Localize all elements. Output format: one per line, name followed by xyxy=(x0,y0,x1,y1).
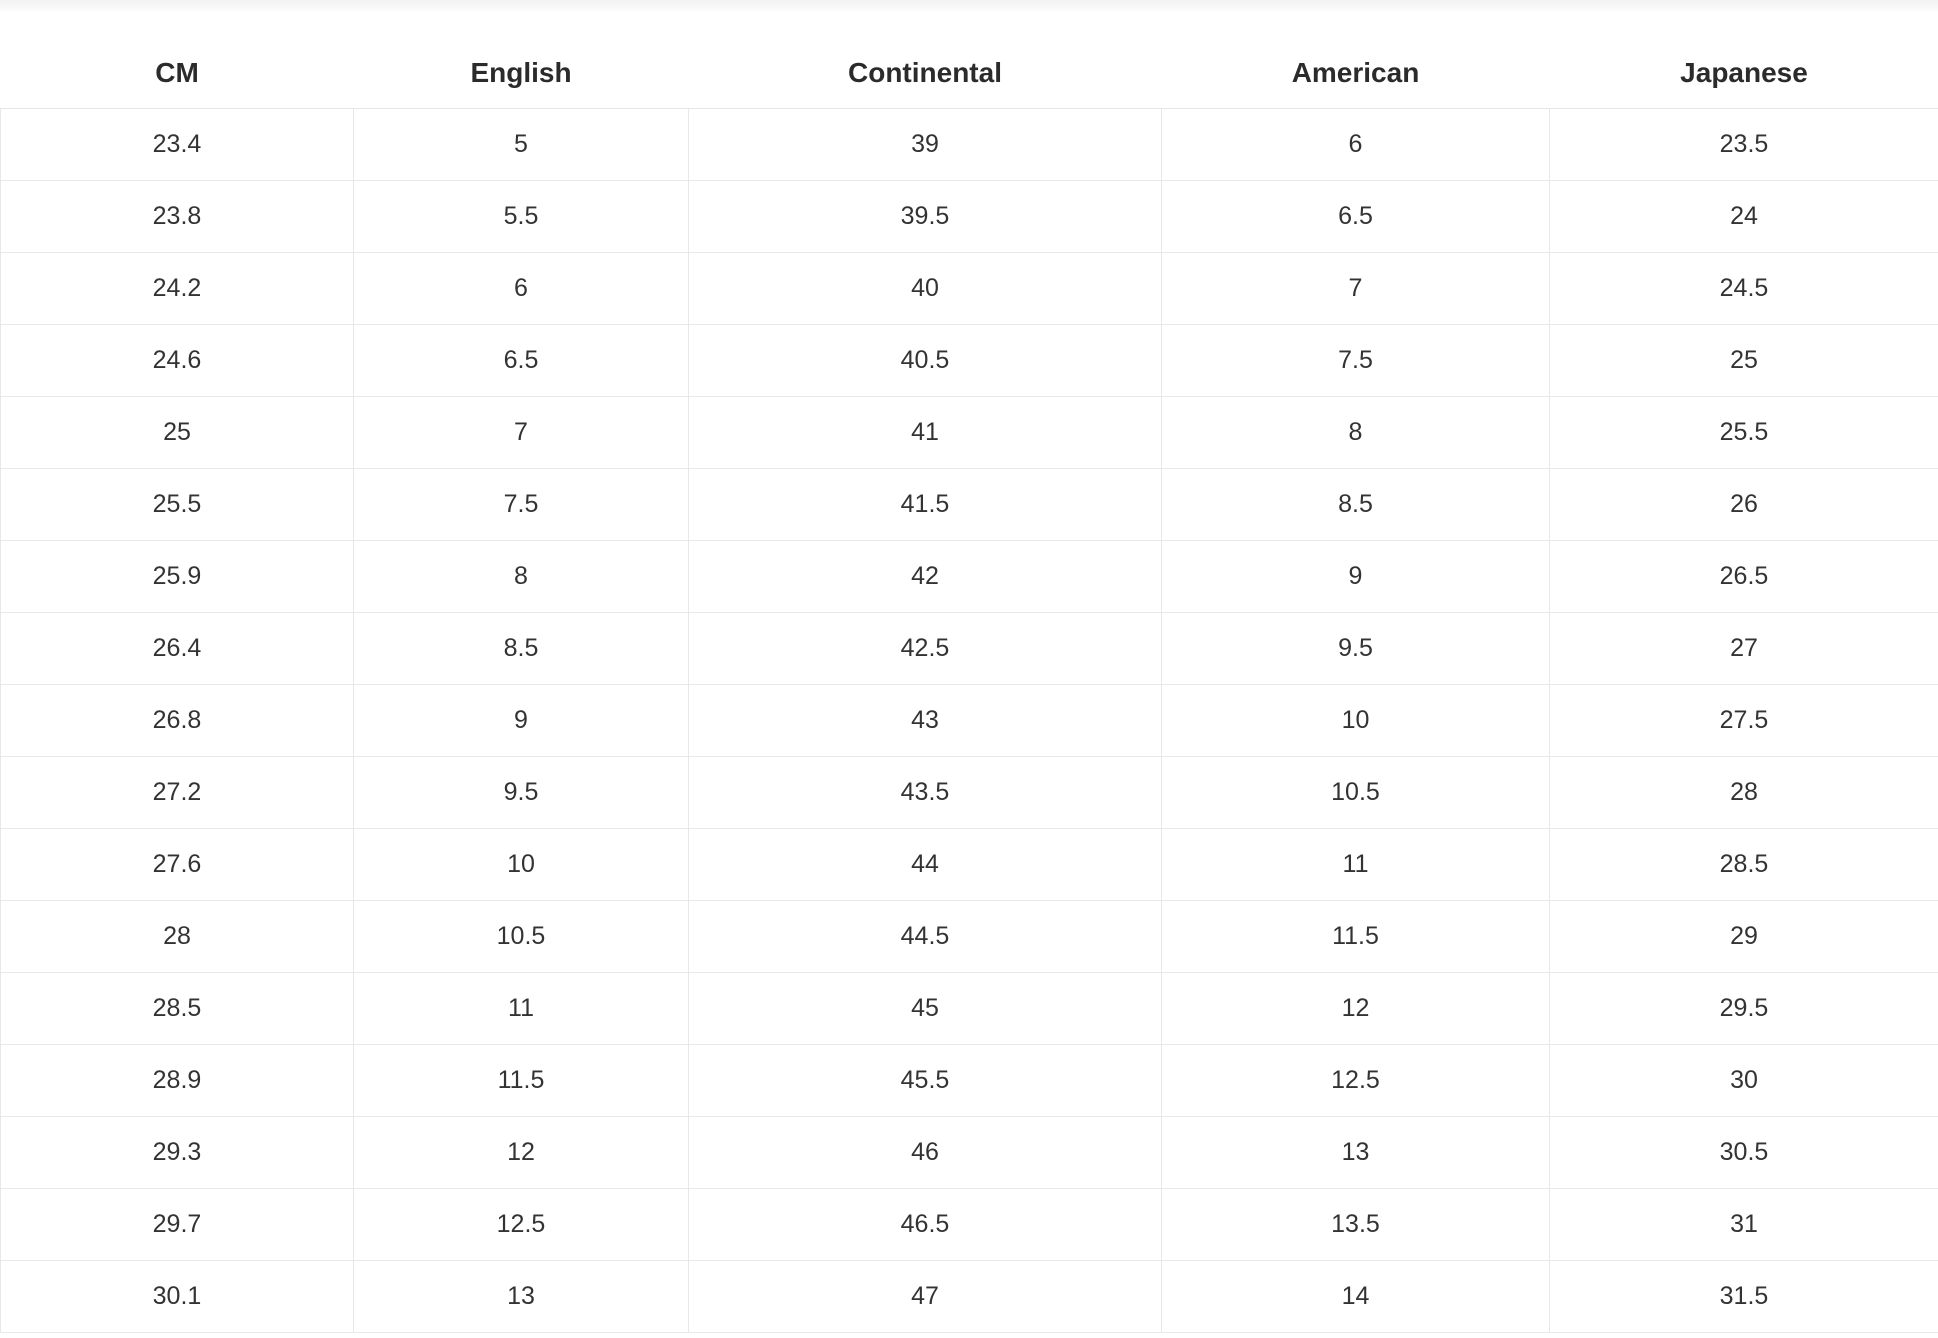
cell-english: 13 xyxy=(354,1261,689,1333)
cell-continental: 44.5 xyxy=(689,901,1162,973)
cell-american: 8.5 xyxy=(1162,469,1550,541)
cell-cm: 27.2 xyxy=(1,757,354,829)
column-header-continental: Continental xyxy=(689,38,1162,109)
cell-cm: 29.7 xyxy=(1,1189,354,1261)
table-row xyxy=(1,1261,1938,1333)
cell-english: 12.5 xyxy=(354,1189,689,1261)
cell-american: 6.5 xyxy=(1162,181,1550,253)
cell-american: 8 xyxy=(1162,397,1550,469)
cell-continental: 39.5 xyxy=(689,181,1162,253)
cell-continental: 45.5 xyxy=(689,1045,1162,1117)
cell-japanese: 28 xyxy=(1550,757,1938,829)
table-row xyxy=(1,181,1938,253)
table-row xyxy=(1,613,1938,685)
cell-american: 12 xyxy=(1162,973,1550,1045)
cell-american: 10 xyxy=(1162,685,1550,757)
table-row xyxy=(1,901,1938,973)
table-row xyxy=(1,1189,1938,1261)
cell-american: 11 xyxy=(1162,829,1550,901)
cell-english: 11.5 xyxy=(354,1045,689,1117)
cell-japanese: 26.5 xyxy=(1550,541,1938,613)
cell-american: 12.5 xyxy=(1162,1045,1550,1117)
cell-continental: 41 xyxy=(689,397,1162,469)
cell-continental: 39 xyxy=(689,109,1162,181)
cell-cm: 24.2 xyxy=(1,253,354,325)
cell-american: 11.5 xyxy=(1162,901,1550,973)
table-row xyxy=(1,469,1938,541)
cell-japanese: 30.5 xyxy=(1550,1117,1938,1189)
cell-continental: 43 xyxy=(689,685,1162,757)
table-row xyxy=(1,757,1938,829)
cell-japanese: 28.5 xyxy=(1550,829,1938,901)
cell-continental: 46.5 xyxy=(689,1189,1162,1261)
cell-american: 6 xyxy=(1162,109,1550,181)
cell-continental: 40.5 xyxy=(689,325,1162,397)
table-row xyxy=(1,541,1938,613)
column-header-japanese: Japanese xyxy=(1550,38,1938,109)
cell-english: 6.5 xyxy=(354,325,689,397)
cell-english: 9 xyxy=(354,685,689,757)
cell-english: 5 xyxy=(354,109,689,181)
cell-japanese: 25.5 xyxy=(1550,397,1938,469)
cell-continental: 43.5 xyxy=(689,757,1162,829)
cell-english: 9.5 xyxy=(354,757,689,829)
cell-japanese: 24 xyxy=(1550,181,1938,253)
cell-english: 12 xyxy=(354,1117,689,1189)
cell-japanese: 29 xyxy=(1550,901,1938,973)
table-body xyxy=(1,109,1938,1333)
cell-japanese: 30 xyxy=(1550,1045,1938,1117)
table-row xyxy=(1,1045,1938,1117)
cell-cm: 28.5 xyxy=(1,973,354,1045)
cell-japanese: 31 xyxy=(1550,1189,1938,1261)
cell-cm: 26.8 xyxy=(1,685,354,757)
cell-english: 8 xyxy=(354,541,689,613)
cell-american: 7.5 xyxy=(1162,325,1550,397)
cell-continental: 40 xyxy=(689,253,1162,325)
cell-american: 14 xyxy=(1162,1261,1550,1333)
cell-english: 5.5 xyxy=(354,181,689,253)
table-row xyxy=(1,325,1938,397)
column-header-english: English xyxy=(354,38,689,109)
cell-cm: 28.9 xyxy=(1,1045,354,1117)
cell-american: 13 xyxy=(1162,1117,1550,1189)
cell-english: 7.5 xyxy=(354,469,689,541)
cell-japanese: 26 xyxy=(1550,469,1938,541)
size-conversion-table xyxy=(0,38,1938,1333)
cell-continental: 46 xyxy=(689,1117,1162,1189)
cell-japanese: 25 xyxy=(1550,325,1938,397)
cell-continental: 42.5 xyxy=(689,613,1162,685)
table-row xyxy=(1,109,1938,181)
table-row xyxy=(1,253,1938,325)
cell-japanese: 23.5 xyxy=(1550,109,1938,181)
cell-cm: 26.4 xyxy=(1,613,354,685)
cell-cm: 25.5 xyxy=(1,469,354,541)
cell-japanese: 27.5 xyxy=(1550,685,1938,757)
cell-cm: 29.3 xyxy=(1,1117,354,1189)
table-row xyxy=(1,829,1938,901)
cell-continental: 47 xyxy=(689,1261,1162,1333)
cell-english: 6 xyxy=(354,253,689,325)
cell-japanese: 29.5 xyxy=(1550,973,1938,1045)
cell-cm: 23.8 xyxy=(1,181,354,253)
cell-english: 10 xyxy=(354,829,689,901)
cell-english: 10.5 xyxy=(354,901,689,973)
cell-japanese: 24.5 xyxy=(1550,253,1938,325)
table-row xyxy=(1,1117,1938,1189)
cell-american: 13.5 xyxy=(1162,1189,1550,1261)
cell-cm: 23.4 xyxy=(1,109,354,181)
cell-english: 7 xyxy=(354,397,689,469)
column-header-cm: CM xyxy=(1,38,354,109)
cell-american: 10.5 xyxy=(1162,757,1550,829)
cell-cm: 27.6 xyxy=(1,829,354,901)
cell-cm: 25 xyxy=(1,397,354,469)
table-row xyxy=(1,685,1938,757)
top-shadow xyxy=(0,0,1938,14)
cell-cm: 28 xyxy=(1,901,354,973)
cell-continental: 45 xyxy=(689,973,1162,1045)
cell-continental: 41.5 xyxy=(689,469,1162,541)
cell-english: 8.5 xyxy=(354,613,689,685)
cell-english: 11 xyxy=(354,973,689,1045)
cell-cm: 25.9 xyxy=(1,541,354,613)
cell-american: 7 xyxy=(1162,253,1550,325)
cell-cm: 30.1 xyxy=(1,1261,354,1333)
column-header-american: American xyxy=(1162,38,1550,109)
table-row xyxy=(1,397,1938,469)
cell-american: 9 xyxy=(1162,541,1550,613)
cell-continental: 44 xyxy=(689,829,1162,901)
cell-continental: 42 xyxy=(689,541,1162,613)
table-header-row xyxy=(1,38,1938,109)
cell-american: 9.5 xyxy=(1162,613,1550,685)
table-row xyxy=(1,973,1938,1045)
cell-japanese: 27 xyxy=(1550,613,1938,685)
cell-cm: 24.6 xyxy=(1,325,354,397)
cell-japanese: 31.5 xyxy=(1550,1261,1938,1333)
